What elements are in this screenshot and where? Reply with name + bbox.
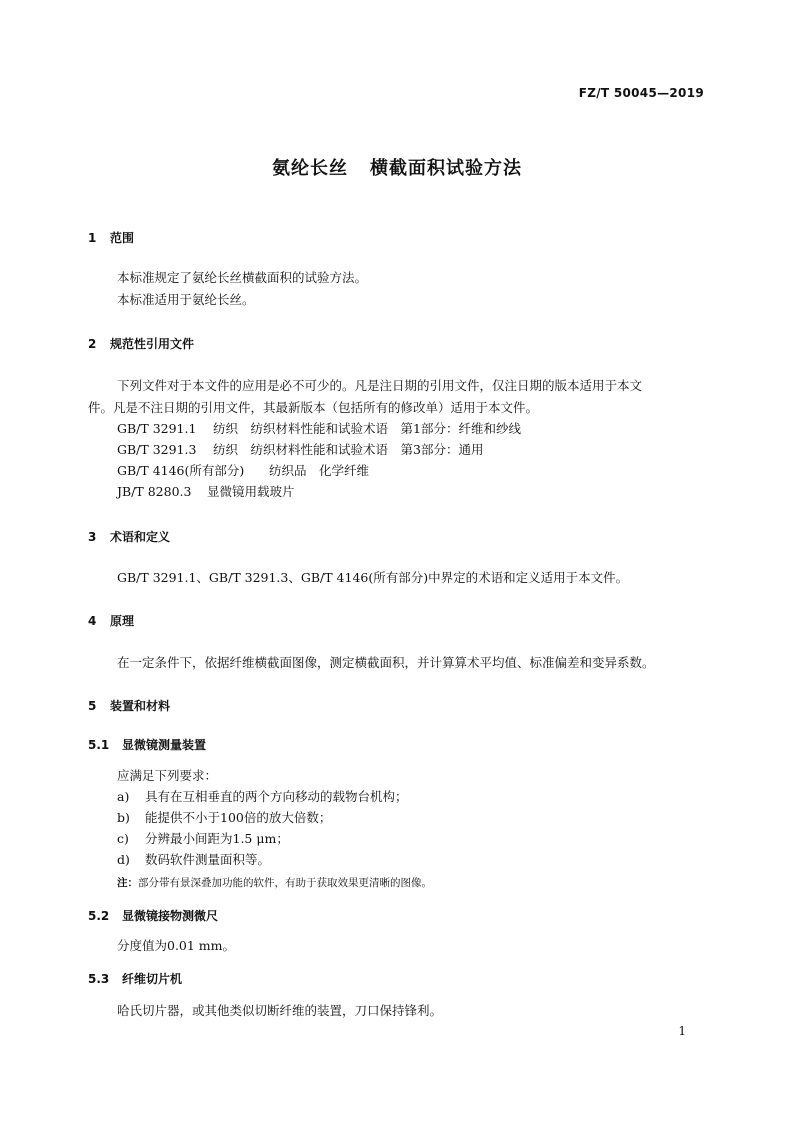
section-number: 4	[88, 614, 97, 628]
note-label: 注：	[117, 877, 138, 889]
paragraph: GB/T 3291.1、GB/T 3291.3、GB/T 4146(所有部分)中界定的术语和定义适用于本文件。	[117, 570, 629, 585]
section-title: 显微镜测量装置	[122, 738, 207, 752]
section-1-heading	[88, 229, 134, 246]
section-number: 5.3	[88, 972, 110, 986]
reference-item	[117, 461, 369, 479]
reference-item	[117, 482, 295, 500]
reference-title: 显微镜用载玻片	[207, 484, 295, 499]
title-part1: 氨纶长丝	[272, 158, 348, 179]
section-title: 范围	[110, 231, 135, 245]
section-number: 5.2	[88, 909, 110, 923]
list-item	[117, 808, 331, 826]
subsection-5-2-heading	[88, 907, 218, 924]
reference-title: 纺织 纺织材料性能和试验术语 第1部分：纤维和纱线	[213, 421, 521, 436]
note	[117, 875, 432, 890]
section-title: 规范性引用文件	[110, 337, 195, 351]
section-number: 3	[88, 530, 97, 544]
standard-code: FZ/T 50045—2019	[578, 86, 704, 100]
reference-code: GB/T 3291.1	[117, 421, 197, 436]
title-part2: 横截面积试验方法	[370, 158, 522, 179]
section-number: 5.1	[88, 738, 110, 752]
paragraph: 本标准适用于氨纶长丝。	[117, 292, 255, 307]
section-3-heading	[88, 528, 170, 545]
section-number: 1	[88, 231, 97, 245]
subsection-5-1-heading	[88, 736, 206, 753]
list-text: 数码软件测量面积等。	[145, 852, 271, 867]
reference-code: JB/T 8280.3	[117, 484, 192, 499]
page-number: 1	[678, 1024, 686, 1038]
reference-item	[117, 440, 483, 458]
list-marker: d)	[117, 852, 130, 867]
list-item	[117, 829, 289, 847]
list-text: 具有在互相垂直的两个方向移动的载物台机构；	[145, 789, 408, 804]
paragraph: 在一定条件下，依据纤维横截面图像，测定横截面积，并计算算术平均值、标准偏差和变异系数。	[117, 655, 655, 670]
list-text: 分辨最小间距为1.5 μm；	[145, 831, 289, 846]
paragraph: 件。凡是不注日期的引用文件，其最新版本（包括所有的修改单）适用于本文件。	[88, 400, 539, 415]
section-title: 装置和材料	[110, 699, 171, 713]
section-5-heading	[88, 697, 170, 714]
list-text: 能提供不小于100倍的放大倍数；	[145, 810, 332, 825]
paragraph: 哈氏切片器，或其他类似切断纤维的装置，刀口保持锋利。	[117, 1003, 443, 1018]
reference-title: 纺织品 化学纤维	[269, 463, 370, 478]
reference-code: GB/T 3291.3	[117, 442, 197, 457]
section-4-heading	[88, 612, 134, 629]
section-title: 术语和定义	[110, 530, 171, 544]
paragraph: 分度值为0.01 mm。	[117, 938, 236, 953]
reference-code: GB/T 4146(所有部分)	[117, 463, 245, 478]
section-title: 纤维切片机	[122, 972, 183, 986]
section-title: 原理	[110, 614, 135, 628]
section-number: 5	[88, 699, 97, 713]
paragraph: 下列文件对于本文件的应用是必不可少的。凡是注日期的引用文件，仅注日期的版本适用于本文	[117, 378, 643, 393]
section-title: 显微镜接物测微尺	[122, 909, 219, 923]
list-marker: a)	[117, 789, 130, 804]
section-2-heading	[88, 335, 194, 352]
document-title	[0, 154, 794, 180]
note-text: 部分带有景深叠加功能的软件，有助于获取效果更清晰的图像。	[138, 877, 432, 889]
reference-title: 纺织 纺织材料性能和试验术语 第3部分：通用	[213, 442, 484, 457]
list-item	[117, 850, 270, 868]
section-number: 2	[88, 337, 97, 351]
list-item	[117, 787, 408, 805]
reference-item	[117, 419, 521, 437]
list-marker: b)	[117, 810, 130, 825]
subsection-5-3-heading	[88, 970, 182, 987]
paragraph: 本标准规定了氨纶长丝横截面积的试验方法。	[117, 270, 368, 285]
list-marker: c)	[117, 831, 129, 846]
paragraph: 应满足下列要求：	[117, 768, 218, 783]
